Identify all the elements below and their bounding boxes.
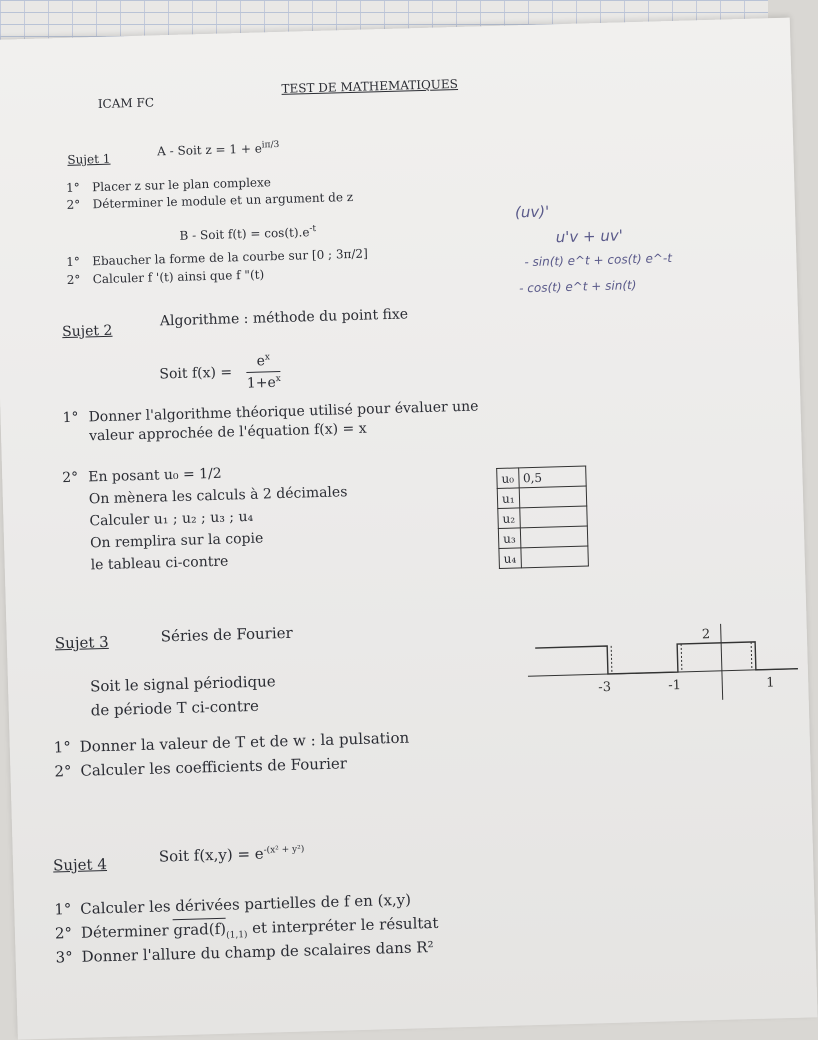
school-name: ICAM FC [97, 95, 155, 112]
signal-dashed-edge [681, 644, 682, 672]
tick-label: -1 [668, 677, 682, 694]
table-row [499, 546, 588, 568]
handwritten-note-1: (uv)' [514, 202, 550, 222]
signal-dashed-edge [611, 646, 612, 674]
sujet2-function: Soit f(x) = $\frac{e^x}{1+e^x}$ [159, 352, 281, 392]
table-cell-label: u₀ [497, 468, 519, 489]
sujet4-q1: 1° Calculer les dérivées partielles de f en (x,y) [54, 890, 412, 919]
table-cell-label: u₂ [498, 508, 520, 529]
signal-amplitude-axis [721, 624, 723, 700]
sujet2-q2-line5: le tableau ci-contre [90, 553, 229, 574]
sujet2-q2-line3: Calculer u₁ ; u₂ ; u₃ ; u₄ [89, 508, 254, 530]
sujet2-q2-line4: On remplira sur la copie [89, 530, 264, 552]
table-row [498, 526, 587, 548]
amplitude-label: 2 [701, 627, 711, 643]
sujet3-title: Séries de Fourier [160, 623, 293, 646]
sujet1-q1: 1° Placer z sur le plan complexe [65, 175, 272, 195]
sujet2-title: Algorithme : méthode du point fixe [159, 306, 409, 330]
sujet2-q2-line2: On mènera les calculs à 2 décimales [88, 484, 348, 508]
sujet1-a-intro: A - Soit $z = 1 + e^{i\pi/3}$ [156, 139, 280, 159]
table-cell-value [519, 506, 587, 528]
table-cell-label: u₄ [499, 548, 521, 569]
fraction: $\frac{e^x}{1+e^x}$ [246, 352, 281, 392]
table-cell-label: u₃ [498, 528, 520, 549]
sujet4-label: Sujet 4 [52, 855, 108, 875]
tick-label: -3 [598, 679, 612, 696]
exam-sheet [0, 18, 818, 1040]
sujet3-line1: Soit le signal périodique [89, 672, 276, 696]
sujet3-q2: 2° Calculer les coefficients de Fourier [54, 754, 348, 781]
sujet1-q2: 2° Déterminer le module et un argument de z [66, 189, 354, 212]
sujet1-label: Sujet 1 [67, 151, 111, 167]
sujet3-label: Sujet 3 [54, 632, 109, 653]
sujet4-q3: 3° Donner l'allure du champ de scalaires dans R² [55, 937, 434, 967]
values-table [496, 466, 588, 569]
signal-dashed-edge [751, 642, 752, 670]
table-row [497, 486, 586, 508]
handwritten-note-4: - cos(t) e^t + sin(t) [518, 278, 637, 296]
handwritten-note-2: u'v + uv' [555, 226, 624, 247]
sujet3-line2: de période T ci-contre [90, 696, 260, 720]
table-cell-label: u₁ [497, 488, 519, 509]
tick-label: 1 [766, 675, 775, 691]
sujet4-function: Soit $f(x,y) = e^{-(x^2 + y^2)}$ [158, 844, 305, 866]
square-wave-signal [526, 608, 798, 706]
table-cell-value: 0,5 [518, 466, 586, 488]
sujet1-q3: 1° Ebaucher la forme de la courbe sur [0 ; 3π/2] [66, 246, 368, 269]
table-row [497, 466, 586, 488]
sujet1-q4: 2° Calculer f '(t) ainsi que f "(t) [66, 267, 265, 287]
sujet1-b-intro: B - Soit $f(t) = \cos(t).e^{-t}$ [179, 223, 317, 243]
sujet2-q1-line1: 1° Donner l'algorithme théorique utilisé pour évaluer une [62, 398, 479, 427]
table-cell-value [520, 546, 588, 568]
table-cell-value [520, 526, 588, 548]
signal-waveform [535, 641, 798, 676]
table-cell-value [519, 486, 587, 508]
table-row [498, 506, 587, 528]
sujet2-q1-line2: valeur approchée de l'équation f(x) = x [88, 420, 367, 445]
sujet4-q2: 2° Déterminer $grad(f)_{(1,1)}$ et interpréter le résultat [54, 913, 439, 943]
page-title: TEST DE MATHEMATIQUES [281, 76, 459, 96]
sujet3-q1: 1° Donner la valeur de T et de w : la pulsation [53, 728, 410, 757]
handwritten-note-3: - sin(t) e^t + cos(t) e^-t [524, 251, 673, 270]
sujet2-label: Sujet 2 [61, 322, 113, 341]
sujet2-q2-line1: 2° En posant u₀ = 1/2 [62, 465, 222, 487]
